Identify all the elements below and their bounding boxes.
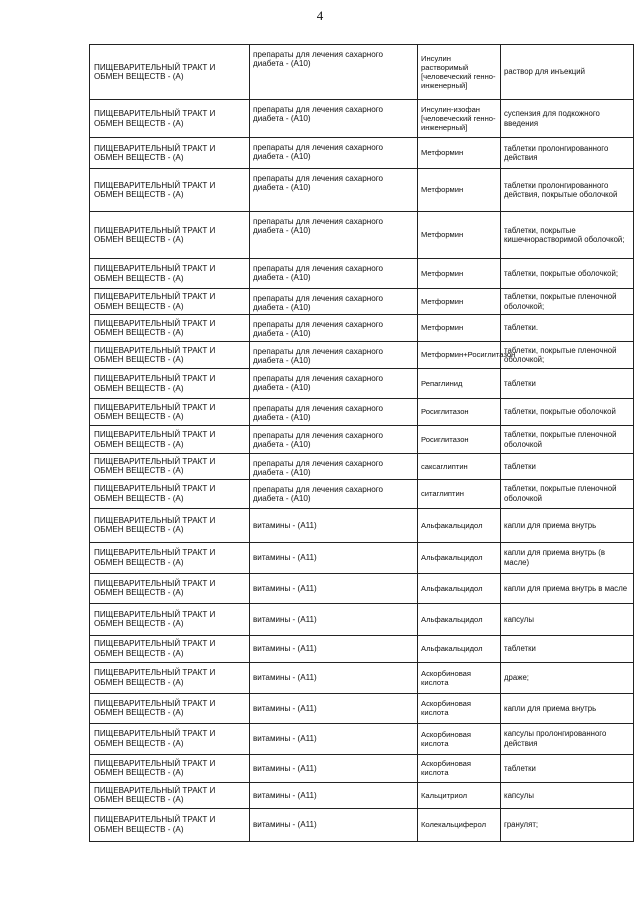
cell-form: драже; xyxy=(501,662,634,693)
cell-form: таблетки xyxy=(501,369,634,399)
cell-group: ПИЩЕВАРИТЕЛЬНЫЙ ТРАКТ И ОБМЕН ВЕЩЕСТВ - (А) xyxy=(90,693,250,723)
cell-form: капли для приема внутрь xyxy=(501,508,634,542)
cell-group: ПИЩЕВАРИТЕЛЬНЫЙ ТРАКТ И ОБМЕН ВЕЩЕСТВ - (А) xyxy=(90,426,250,454)
cell-form: таблетки xyxy=(501,454,634,480)
cell-drug: Альфакальцидол xyxy=(418,508,501,542)
cell-subgroup: препараты для лечения сахарного диабета - (А10) xyxy=(250,426,418,454)
cell-form: таблетки. xyxy=(501,315,634,342)
cell-subgroup: препараты для лечения сахарного диабета - (А10) xyxy=(250,479,418,508)
cell-group: ПИЩЕВАРИТЕЛЬНЫЙ ТРАКТ И ОБМЕН ВЕЩЕСТВ - (А) xyxy=(90,259,250,289)
cell-form: таблетки, покрытые пленочной оболочкой xyxy=(501,426,634,454)
cell-drug: Альфакальцидол xyxy=(418,542,501,573)
cell-drug: Инсулин растворимый [человеческий генно-инженерный] xyxy=(418,45,501,100)
cell-drug: Метформин xyxy=(418,212,501,259)
cell-subgroup: витамины - (А11) xyxy=(250,508,418,542)
table-row xyxy=(90,723,634,754)
cell-subgroup: препараты для лечения сахарного диабета - (А10) xyxy=(250,212,418,259)
cell-subgroup: витамины - (А11) xyxy=(250,723,418,754)
cell-subgroup: витамины - (А11) xyxy=(250,693,418,723)
cell-subgroup: витамины - (А11) xyxy=(250,603,418,635)
table-row xyxy=(90,259,634,289)
cell-form: гранулят; xyxy=(501,808,634,841)
cell-drug: ситаглиптин xyxy=(418,479,501,508)
cell-group: ПИЩЕВАРИТЕЛЬНЫЙ ТРАКТ И ОБМЕН ВЕЩЕСТВ - (А) xyxy=(90,573,250,603)
cell-form: таблетки, покрытые пленочной оболочкой; xyxy=(501,289,634,315)
cell-subgroup: витамины - (А11) xyxy=(250,808,418,841)
table-row xyxy=(90,808,634,841)
cell-subgroup: препараты для лечения сахарного диабета - (А10) xyxy=(250,454,418,480)
cell-form: капли для приема внутрь (в масле) xyxy=(501,542,634,573)
table-body xyxy=(90,45,634,842)
table-row xyxy=(90,662,634,693)
cell-drug: Метформин xyxy=(418,169,501,212)
cell-subgroup: препараты для лечения сахарного диабета - (А10) xyxy=(250,138,418,169)
cell-subgroup: препараты для лечения сахарного диабета - (А10) xyxy=(250,45,418,100)
cell-form: таблетки, покрытые оболочкой; xyxy=(501,259,634,289)
cell-drug: Аскорбиновая кислота xyxy=(418,754,501,782)
cell-subgroup: витамины - (А11) xyxy=(250,635,418,662)
table-row xyxy=(90,315,634,342)
table-row xyxy=(90,454,634,480)
cell-subgroup: препараты для лечения сахарного диабета - (А10) xyxy=(250,399,418,426)
table-row xyxy=(90,603,634,635)
cell-drug: Метформин xyxy=(418,138,501,169)
table-row xyxy=(90,573,634,603)
table-row xyxy=(90,212,634,259)
cell-subgroup: препараты для лечения сахарного диабета - (А10) xyxy=(250,289,418,315)
table-row xyxy=(90,508,634,542)
cell-form: капсулы пролонгированного действия xyxy=(501,723,634,754)
cell-subgroup: витамины - (А11) xyxy=(250,782,418,808)
table-row xyxy=(90,138,634,169)
cell-form: капсулы xyxy=(501,782,634,808)
cell-drug: Альфакальцидол xyxy=(418,635,501,662)
cell-group: ПИЩЕВАРИТЕЛЬНЫЙ ТРАКТ И ОБМЕН ВЕЩЕСТВ - (А) xyxy=(90,723,250,754)
table-row xyxy=(90,782,634,808)
cell-group: ПИЩЕВАРИТЕЛЬНЫЙ ТРАКТ И ОБМЕН ВЕЩЕСТВ - (А) xyxy=(90,635,250,662)
cell-group: ПИЩЕВАРИТЕЛЬНЫЙ ТРАКТ И ОБМЕН ВЕЩЕСТВ - (А) xyxy=(90,808,250,841)
cell-drug: Аскорбиновая кислота xyxy=(418,662,501,693)
cell-drug: Аскорбиновая кислота xyxy=(418,723,501,754)
cell-drug: Инсулин-изофан [человеческий генно-инженерный] xyxy=(418,100,501,138)
table-row xyxy=(90,635,634,662)
table-row xyxy=(90,45,634,100)
cell-drug: Репаглинид xyxy=(418,369,501,399)
cell-drug: Колекальциферол xyxy=(418,808,501,841)
table-row xyxy=(90,100,634,138)
cell-drug: Метформин xyxy=(418,259,501,289)
cell-group: ПИЩЕВАРИТЕЛЬНЫЙ ТРАКТ И ОБМЕН ВЕЩЕСТВ - (А) xyxy=(90,508,250,542)
cell-group: ПИЩЕВАРИТЕЛЬНЫЙ ТРАКТ И ОБМЕН ВЕЩЕСТВ - (А) xyxy=(90,100,250,138)
drug-list-table xyxy=(89,44,634,842)
cell-form: капли для приема внутрь xyxy=(501,693,634,723)
cell-form: капли для приема внутрь в масле xyxy=(501,573,634,603)
cell-drug: саксаглиптин xyxy=(418,454,501,480)
table-row xyxy=(90,399,634,426)
cell-group: ПИЩЕВАРИТЕЛЬНЫЙ ТРАКТ И ОБМЕН ВЕЩЕСТВ - (А) xyxy=(90,369,250,399)
cell-drug: Кальцитриол xyxy=(418,782,501,808)
cell-subgroup: препараты для лечения сахарного диабета - (А10) xyxy=(250,169,418,212)
cell-subgroup: препараты для лечения сахарного диабета - (А10) xyxy=(250,369,418,399)
cell-subgroup: препараты для лечения сахарного диабета - (А10) xyxy=(250,100,418,138)
cell-drug: Альфакальцидол xyxy=(418,603,501,635)
cell-form: таблетки xyxy=(501,635,634,662)
cell-form: таблетки, покрытые пленочной оболочкой; xyxy=(501,342,634,369)
cell-subgroup: витамины - (А11) xyxy=(250,542,418,573)
table-row xyxy=(90,426,634,454)
table-row xyxy=(90,289,634,315)
cell-group: ПИЩЕВАРИТЕЛЬНЫЙ ТРАКТ И ОБМЕН ВЕЩЕСТВ - (А) xyxy=(90,454,250,480)
table-row xyxy=(90,169,634,212)
cell-group: ПИЩЕВАРИТЕЛЬНЫЙ ТРАКТ И ОБМЕН ВЕЩЕСТВ - (А) xyxy=(90,138,250,169)
page-number: 4 xyxy=(316,8,324,23)
cell-subgroup: витамины - (А11) xyxy=(250,573,418,603)
cell-group: ПИЩЕВАРИТЕЛЬНЫЙ ТРАКТ И ОБМЕН ВЕЩЕСТВ - (А) xyxy=(90,782,250,808)
cell-drug: Метформин xyxy=(418,289,501,315)
cell-group: ПИЩЕВАРИТЕЛЬНЫЙ ТРАКТ И ОБМЕН ВЕЩЕСТВ - (А) xyxy=(90,603,250,635)
cell-subgroup: витамины - (А11) xyxy=(250,662,418,693)
cell-form: таблетки пролонгированного действия, покрытые оболочкой xyxy=(501,169,634,212)
cell-form: таблетки xyxy=(501,754,634,782)
cell-group: ПИЩЕВАРИТЕЛЬНЫЙ ТРАКТ И ОБМЕН ВЕЩЕСТВ - (А) xyxy=(90,212,250,259)
cell-group: ПИЩЕВАРИТЕЛЬНЫЙ ТРАКТ И ОБМЕН ВЕЩЕСТВ - (А) xyxy=(90,399,250,426)
cell-form: раствор для инъекций xyxy=(501,45,634,100)
cell-group: ПИЩЕВАРИТЕЛЬНЫЙ ТРАКТ И ОБМЕН ВЕЩЕСТВ - (А) xyxy=(90,342,250,369)
table-row xyxy=(90,542,634,573)
cell-subgroup: препараты для лечения сахарного диабета - (А10) xyxy=(250,315,418,342)
table-row xyxy=(90,479,634,508)
cell-drug: Метформин+Росиглитазон xyxy=(418,342,501,369)
table-row xyxy=(90,693,634,723)
cell-drug: Аскорбиновая кислота xyxy=(418,693,501,723)
cell-group: ПИЩЕВАРИТЕЛЬНЫЙ ТРАКТ И ОБМЕН ВЕЩЕСТВ - (А) xyxy=(90,289,250,315)
cell-form: таблетки, покрытые кишечнорастворимой оболочкой; xyxy=(501,212,634,259)
cell-subgroup: витамины - (А11) xyxy=(250,754,418,782)
cell-group: ПИЩЕВАРИТЕЛЬНЫЙ ТРАКТ И ОБМЕН ВЕЩЕСТВ - (А) xyxy=(90,479,250,508)
cell-form: таблетки, покрытые пленочной оболочкой xyxy=(501,479,634,508)
cell-group: ПИЩЕВАРИТЕЛЬНЫЙ ТРАКТ И ОБМЕН ВЕЩЕСТВ - (А) xyxy=(90,45,250,100)
cell-form: таблетки, покрытые оболочкой xyxy=(501,399,634,426)
cell-drug: Метформин xyxy=(418,315,501,342)
table-row xyxy=(90,342,634,369)
cell-group: ПИЩЕВАРИТЕЛЬНЫЙ ТРАКТ И ОБМЕН ВЕЩЕСТВ - (А) xyxy=(90,169,250,212)
cell-drug: Росиглитазон xyxy=(418,399,501,426)
cell-subgroup: препараты для лечения сахарного диабета - (А10) xyxy=(250,342,418,369)
table-row xyxy=(90,754,634,782)
cell-form: таблетки пролонгированного действия xyxy=(501,138,634,169)
cell-subgroup: препараты для лечения сахарного диабета - (А10) xyxy=(250,259,418,289)
cell-drug: Альфакальцидол xyxy=(418,573,501,603)
cell-group: ПИЩЕВАРИТЕЛЬНЫЙ ТРАКТ И ОБМЕН ВЕЩЕСТВ - (А) xyxy=(90,542,250,573)
cell-group: ПИЩЕВАРИТЕЛЬНЫЙ ТРАКТ И ОБМЕН ВЕЩЕСТВ - (А) xyxy=(90,662,250,693)
table-row xyxy=(90,369,634,399)
cell-form: суспензия для подкожного введения xyxy=(501,100,634,138)
cell-group: ПИЩЕВАРИТЕЛЬНЫЙ ТРАКТ И ОБМЕН ВЕЩЕСТВ - (А) xyxy=(90,315,250,342)
cell-drug: Росиглитазон xyxy=(418,426,501,454)
cell-form: капсулы xyxy=(501,603,634,635)
cell-group: ПИЩЕВАРИТЕЛЬНЫЙ ТРАКТ И ОБМЕН ВЕЩЕСТВ - (А) xyxy=(90,754,250,782)
